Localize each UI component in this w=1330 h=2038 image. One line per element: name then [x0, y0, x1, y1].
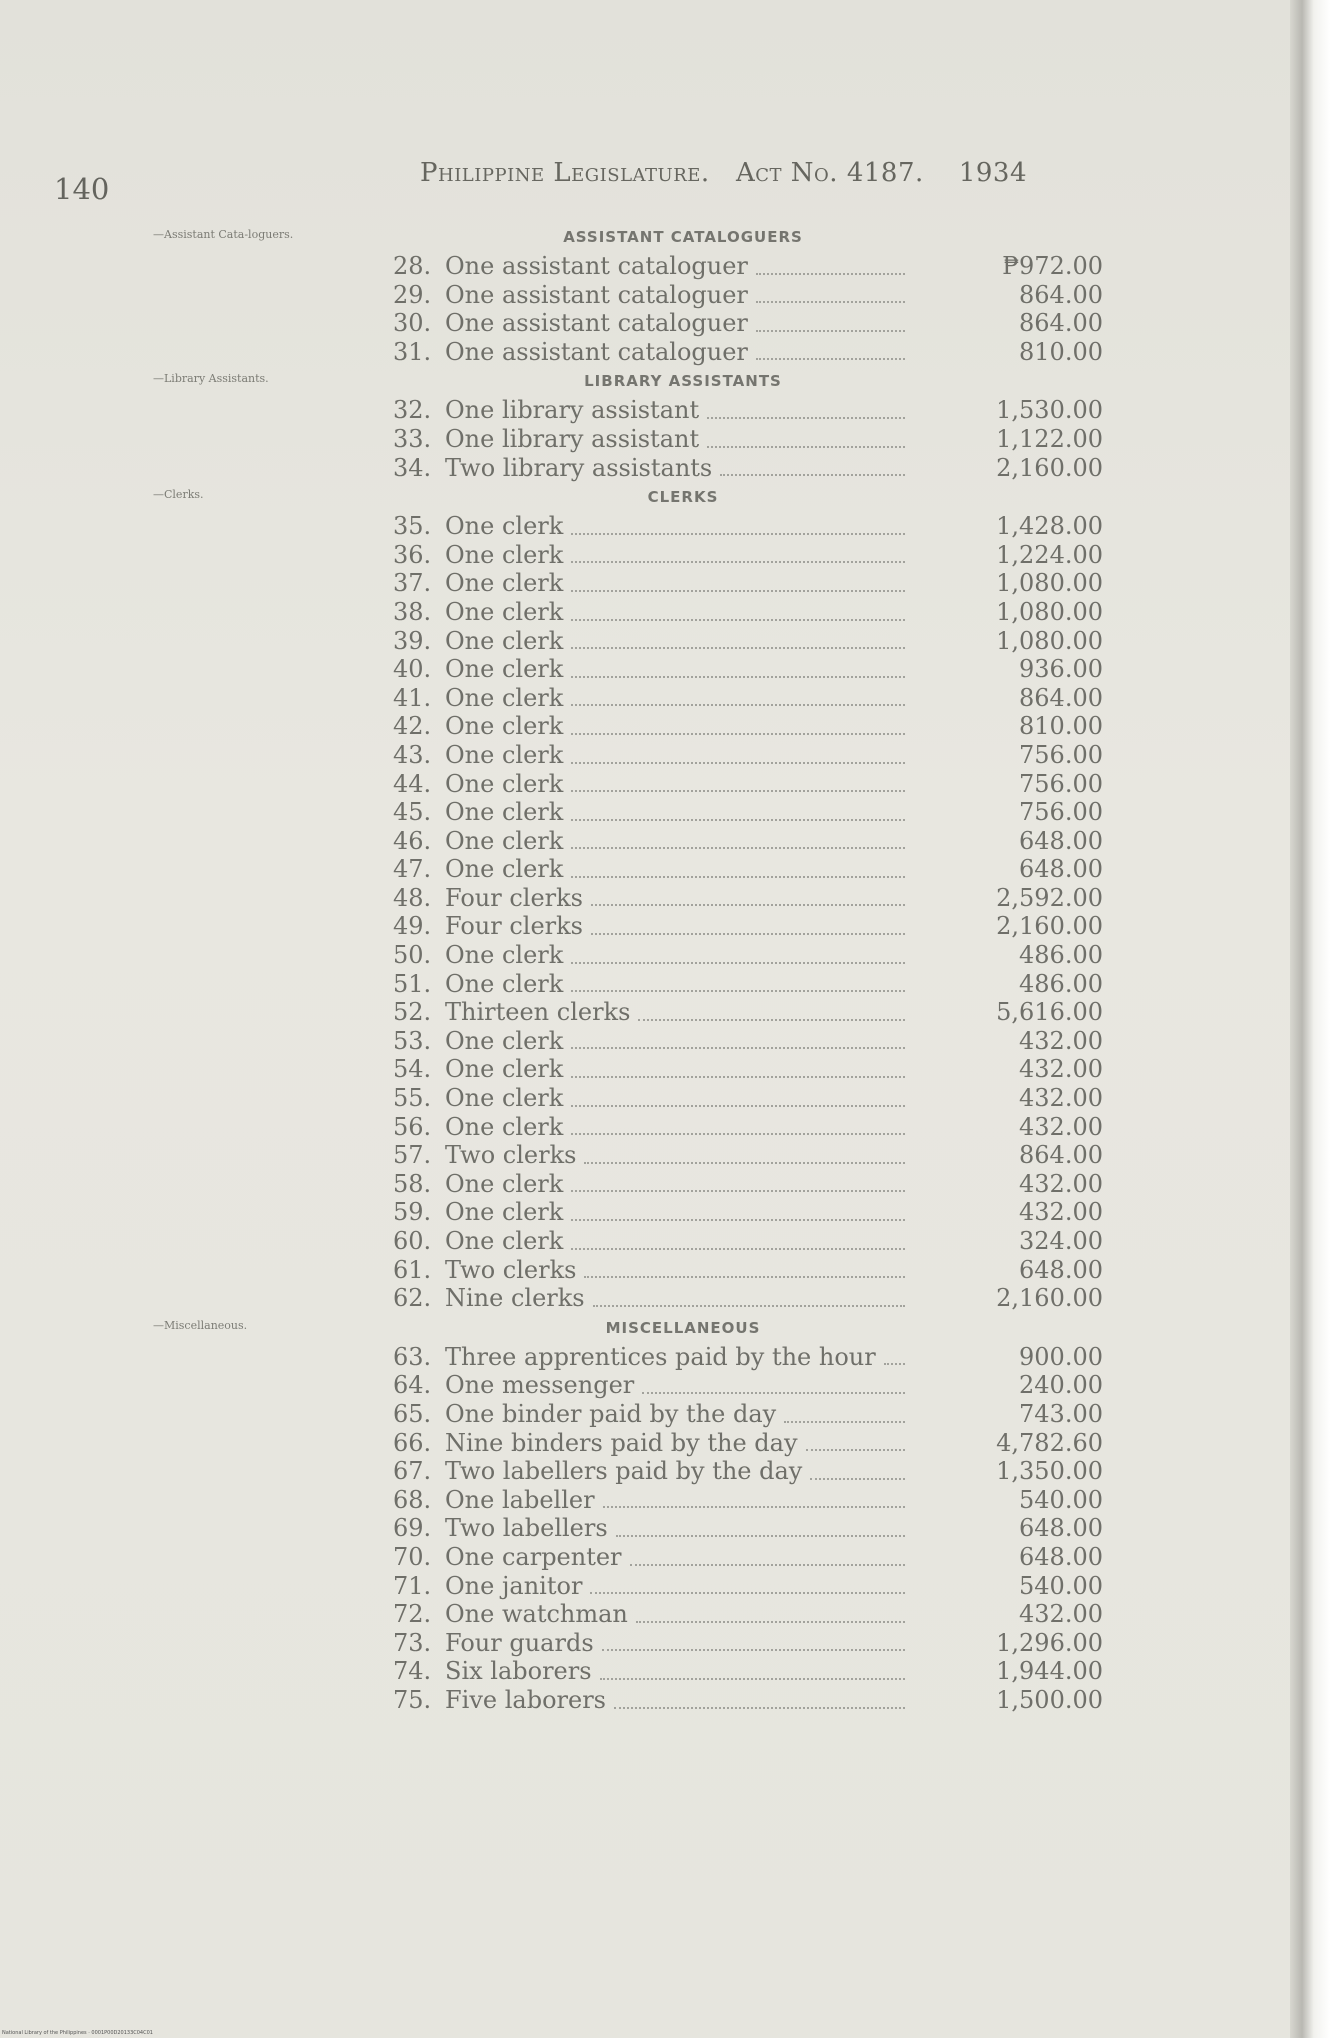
- dot-leader: [600, 1651, 905, 1680]
- item-amount: 5,616.00: [996, 998, 1103, 1027]
- item-amount: 486.00: [1019, 969, 1103, 998]
- item-amount: 2,592.00: [996, 883, 1103, 912]
- item-description: Three apprentices paid by the hour: [445, 1342, 876, 1371]
- item-number: 58.: [393, 1169, 432, 1198]
- item-amount: 864.00: [1019, 309, 1103, 338]
- item-number: 31.: [393, 337, 432, 366]
- item-amount: 648.00: [1019, 826, 1103, 855]
- item-amount: 540.00: [1019, 1485, 1103, 1514]
- section-heading: MISCELLANEOUS: [605, 1318, 761, 1337]
- dot-leader: [884, 1337, 905, 1366]
- item-amount: 648.00: [1019, 1542, 1103, 1571]
- item-amount: 432.00: [1019, 1084, 1103, 1113]
- item-number: 51.: [393, 969, 432, 998]
- dot-leader: [571, 706, 905, 735]
- item-description: One clerk: [445, 597, 564, 626]
- item-number: 66.: [393, 1428, 432, 1457]
- item-number: 55.: [393, 1084, 432, 1113]
- item-amount: 240.00: [1019, 1371, 1103, 1400]
- item-number: 41.: [393, 683, 432, 712]
- item-description: One clerk: [445, 941, 564, 970]
- page-number: 140: [54, 172, 110, 206]
- dot-leader: [756, 275, 905, 304]
- dot-leader: [756, 246, 905, 275]
- item-number: 49.: [393, 912, 432, 941]
- item-description: One watchman: [445, 1600, 628, 1629]
- item-number: 57.: [393, 1141, 432, 1170]
- dot-leader: [602, 1623, 905, 1652]
- section-heading: LIBRARY ASSISTANTS: [584, 372, 782, 391]
- item-amount: 1,428.00: [996, 512, 1103, 541]
- margin-note: —Assistant Cata-loguers.: [153, 228, 294, 241]
- section-assistant-cataloguers: [153, 222, 1143, 366]
- dot-leader: [616, 1508, 905, 1537]
- item-number: 60.: [393, 1227, 432, 1255]
- dot-leader: [636, 1594, 905, 1623]
- item-description: One assistant cataloguer: [445, 309, 748, 338]
- item-amount: 900.00: [1019, 1342, 1103, 1371]
- item-amount: 432.00: [1019, 1055, 1103, 1084]
- margin-note: —Library Assistants.: [153, 372, 269, 386]
- item-description: One clerk: [445, 683, 564, 712]
- item-description: Two clerks: [445, 1141, 577, 1170]
- item-amount: 324.00: [1019, 1227, 1103, 1255]
- dot-leader: [571, 1049, 905, 1078]
- item-description: One clerk: [445, 655, 564, 684]
- item-amount: ₱972.00: [1002, 252, 1103, 280]
- item-description: One clerk: [445, 855, 564, 884]
- item-description: One assistant cataloguer: [445, 280, 748, 309]
- item-description: One clerk: [445, 740, 564, 769]
- item-description: Two library assistants: [445, 453, 713, 482]
- item-text: [393, 338, 913, 367]
- item-number: 44.: [393, 769, 432, 798]
- item-description: Thirteen clerks: [445, 998, 631, 1027]
- item-description: One clerk: [445, 1055, 564, 1084]
- item-number: 75.: [393, 1685, 432, 1714]
- dot-leader: [707, 419, 905, 448]
- item-description: Nine binders paid by the day: [445, 1428, 798, 1457]
- item-description: One binder paid by the day: [445, 1399, 777, 1428]
- item-amount: 1,080.00: [996, 626, 1103, 655]
- item-amount: 648.00: [1019, 855, 1103, 884]
- item-number: 69.: [393, 1514, 432, 1543]
- item-number: 36.: [393, 540, 432, 569]
- item-number: 54.: [393, 1055, 432, 1084]
- item-number: 65.: [393, 1399, 432, 1428]
- item-number: 29.: [393, 280, 432, 309]
- item-description: Nine clerks: [445, 1284, 585, 1313]
- line-item: [393, 1686, 1143, 1715]
- item-amount: 2,160.00: [996, 912, 1103, 941]
- line-item: [393, 454, 1143, 483]
- item-number: 34.: [393, 453, 432, 482]
- section-miscellaneous: [153, 1313, 1143, 1715]
- item-number: 56.: [393, 1112, 432, 1141]
- item-number: 72.: [393, 1600, 432, 1629]
- item-description: One clerk: [445, 969, 564, 998]
- item-description: One clerk: [445, 1084, 564, 1113]
- item-amount: 1,224.00: [996, 540, 1103, 569]
- item-description: Four guards: [445, 1628, 594, 1657]
- item-amount: 432.00: [1019, 1112, 1103, 1141]
- item-description: One assistant cataloguer: [445, 337, 748, 366]
- item-amount: 756.00: [1019, 740, 1103, 769]
- item-number: 61.: [393, 1255, 432, 1284]
- item-amount: 432.00: [1019, 1169, 1103, 1198]
- item-amount: 432.00: [1019, 1026, 1103, 1055]
- item-description: One clerk: [445, 712, 564, 741]
- line-item: [393, 1371, 1143, 1400]
- line-item: [393, 1400, 1143, 1429]
- item-description: Two clerks: [445, 1255, 577, 1284]
- dot-leader: [571, 592, 905, 621]
- item-description: One clerk: [445, 626, 564, 655]
- item-number: 43.: [393, 740, 432, 769]
- dot-leader: [707, 390, 905, 419]
- item-description: One library assistant: [445, 424, 700, 453]
- item-number: 39.: [393, 626, 432, 655]
- item-number: 37.: [393, 569, 432, 598]
- dot-leader: [571, 1107, 905, 1136]
- dot-leader: [571, 678, 905, 707]
- item-number: 30.: [393, 309, 432, 338]
- dot-leader: [571, 1021, 905, 1050]
- item-description: One library assistant: [445, 396, 700, 425]
- item-amount: 2,160.00: [996, 453, 1103, 482]
- item-number: 46.: [393, 826, 432, 855]
- item-amount: 648.00: [1019, 1514, 1103, 1543]
- item-number: 59.: [393, 1198, 432, 1227]
- item-description: One messenger: [445, 1371, 635, 1400]
- dot-leader: [591, 906, 905, 935]
- item-amount: 4,782.60: [996, 1428, 1103, 1457]
- item-amount: 810.00: [1019, 712, 1103, 741]
- dot-leader: [571, 1164, 905, 1193]
- item-amount: 1,350.00: [996, 1457, 1103, 1486]
- item-description: One clerk: [445, 512, 564, 541]
- item-amount: 756.00: [1019, 769, 1103, 798]
- section-clerks: [153, 482, 1143, 1313]
- item-text: [393, 454, 913, 483]
- dot-leader: [571, 649, 905, 678]
- item-number: 35.: [393, 512, 432, 541]
- item-description: Five laborers: [445, 1685, 606, 1714]
- dot-leader: [571, 735, 905, 764]
- item-number: 70.: [393, 1542, 432, 1571]
- section-heading: CLERKS: [647, 488, 719, 507]
- item-text: [393, 1686, 913, 1715]
- item-amount: 1,500.00: [996, 1685, 1103, 1714]
- item-description: One clerk: [445, 769, 564, 798]
- item-number: 63.: [393, 1342, 432, 1371]
- dot-leader: [571, 506, 905, 535]
- item-amount: 743.00: [1019, 1399, 1103, 1428]
- item-amount: 1,122.00: [996, 424, 1103, 453]
- line-item: [393, 338, 1143, 367]
- item-number: 50.: [393, 941, 432, 970]
- item-number: 40.: [393, 655, 432, 684]
- item-text: [393, 1284, 913, 1313]
- item-number: 33.: [393, 424, 432, 453]
- item-description: One clerk: [445, 569, 564, 598]
- section-library-assistants: [153, 366, 1143, 482]
- item-description: Six laborers: [445, 1657, 592, 1686]
- dot-leader: [571, 792, 905, 821]
- item-amount: 2,160.00: [996, 1284, 1103, 1313]
- item-description: One clerk: [445, 826, 564, 855]
- dot-leader: [571, 821, 905, 850]
- item-description: One clerk: [445, 1112, 564, 1141]
- item-number: 67.: [393, 1457, 432, 1486]
- item-description: Four clerks: [445, 912, 583, 941]
- dot-leader: [571, 535, 905, 564]
- scan-footer: National Library of the Philippines · 0001P00D20133C04C01: [2, 2030, 153, 2036]
- item-number: 38.: [393, 597, 432, 626]
- dot-leader: [584, 1250, 905, 1279]
- item-number: 62.: [393, 1284, 432, 1313]
- item-description: Two labellers paid by the day: [445, 1457, 803, 1486]
- item-number: 71.: [393, 1571, 432, 1600]
- line-item: [393, 1284, 1143, 1313]
- item-description: One assistant cataloguer: [445, 252, 748, 280]
- item-description: Four clerks: [445, 883, 583, 912]
- item-description: One clerk: [445, 1026, 564, 1055]
- item-amount: 1,080.00: [996, 597, 1103, 626]
- dot-leader: [571, 1078, 905, 1107]
- dot-leader: [590, 1566, 905, 1595]
- item-amount: 1,530.00: [996, 396, 1103, 425]
- dot-leader: [571, 621, 905, 650]
- item-number: 48.: [393, 883, 432, 912]
- item-amount: 864.00: [1019, 280, 1103, 309]
- item-amount: 1,080.00: [996, 569, 1103, 598]
- running-head-act: Act No. 4187.: [735, 158, 924, 188]
- dot-leader: [756, 332, 905, 361]
- item-number: 52.: [393, 998, 432, 1027]
- item-number: 73.: [393, 1628, 432, 1657]
- page-edge-shadow: [1290, 0, 1330, 2038]
- dot-leader: [571, 964, 905, 993]
- item-amount: 432.00: [1019, 1198, 1103, 1227]
- dot-leader: [756, 303, 905, 332]
- dot-leader: [571, 935, 905, 964]
- dot-leader: [720, 448, 905, 477]
- running-head-title: Philippine Legislature.: [420, 158, 710, 188]
- dot-leader: [571, 764, 905, 793]
- item-number: 53.: [393, 1026, 432, 1055]
- item-number: 32.: [393, 396, 432, 425]
- item-description: One clerk: [445, 798, 564, 827]
- appropriations-list: [153, 222, 1143, 1715]
- item-number: 74.: [393, 1657, 432, 1686]
- item-amount: 1,944.00: [996, 1657, 1103, 1686]
- item-amount: 936.00: [1019, 655, 1103, 684]
- dot-leader: [584, 1135, 905, 1164]
- dot-leader: [603, 1480, 905, 1509]
- item-number: 45.: [393, 798, 432, 827]
- item-amount: 648.00: [1019, 1255, 1103, 1284]
- dot-leader: [638, 992, 905, 1021]
- item-number: 47.: [393, 855, 432, 884]
- item-amount: 486.00: [1019, 941, 1103, 970]
- item-description: One clerk: [445, 1227, 564, 1255]
- section-heading: ASSISTANT CATALOGUERS: [563, 228, 803, 246]
- dot-leader: [642, 1365, 905, 1394]
- item-description: One carpenter: [445, 1542, 622, 1571]
- item-amount: 810.00: [1019, 337, 1103, 366]
- item-number: 28.: [393, 252, 432, 280]
- line-item: [393, 1429, 1143, 1458]
- item-amount: 756.00: [1019, 798, 1103, 827]
- dot-leader: [593, 1278, 905, 1307]
- item-description: Two labellers: [445, 1514, 608, 1543]
- item-description: One clerk: [445, 1198, 564, 1227]
- item-amount: 864.00: [1019, 683, 1103, 712]
- dot-leader: [571, 1192, 905, 1221]
- margin-note: —Clerks.: [153, 488, 204, 502]
- running-head-year: 1934: [958, 158, 1028, 188]
- dot-leader: [810, 1451, 905, 1480]
- item-number: 42.: [393, 712, 432, 741]
- dot-leader: [571, 849, 905, 878]
- item-description: One clerk: [445, 1169, 564, 1198]
- dot-leader: [571, 563, 905, 592]
- dot-leader: [614, 1680, 905, 1709]
- dot-leader: [806, 1423, 906, 1452]
- item-amount: 864.00: [1019, 1141, 1103, 1170]
- dot-leader: [630, 1537, 905, 1566]
- item-amount: 432.00: [1019, 1600, 1103, 1629]
- dot-leader: [571, 1221, 905, 1250]
- item-description: One janitor: [445, 1571, 583, 1600]
- item-number: 68.: [393, 1485, 432, 1514]
- margin-note: —Miscellaneous.: [153, 1318, 248, 1332]
- dot-leader: [784, 1394, 905, 1423]
- item-description: One clerk: [445, 540, 564, 569]
- item-amount: 540.00: [1019, 1571, 1103, 1600]
- item-amount: 1,296.00: [996, 1628, 1103, 1657]
- running-head: [420, 158, 1027, 188]
- dot-leader: [591, 878, 905, 907]
- item-description: One labeller: [445, 1485, 595, 1514]
- item-number: 64.: [393, 1371, 432, 1400]
